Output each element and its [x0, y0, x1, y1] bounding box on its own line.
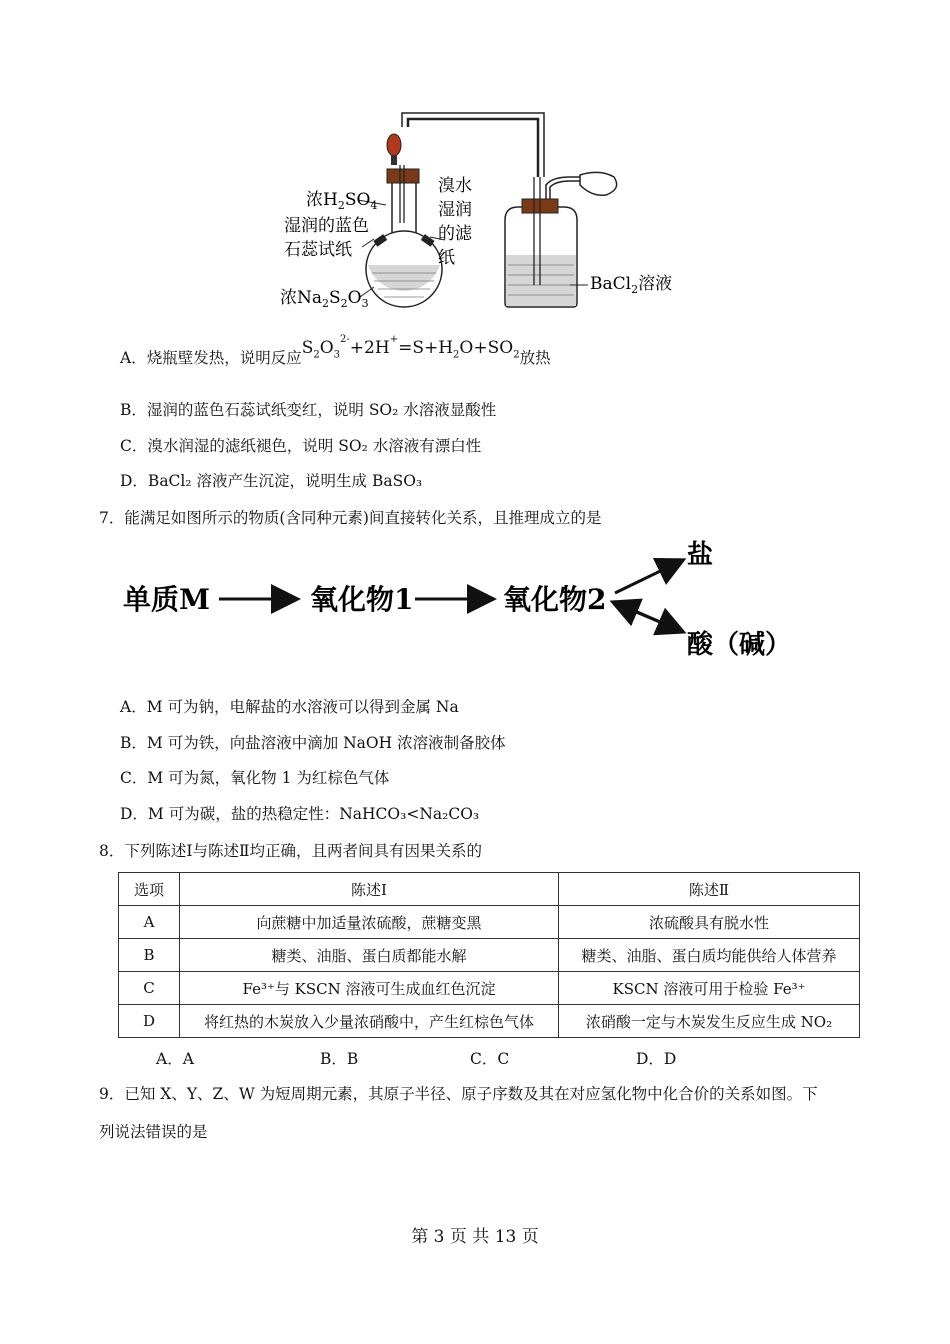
q7-option-d: D．M 可为碳，盐的热稳定性：NaHCO₃<Na₂CO₃	[120, 805, 480, 823]
q7-option-c: C．M 可为氮，氧化物 1 为红棕色气体	[120, 769, 390, 787]
apparatus-figure	[270, 105, 690, 320]
q6-option-d: D．BaCl₂ 溶液产生沉淀，说明生成 BaSO₃	[120, 472, 423, 490]
table-header-row	[119, 873, 860, 906]
label-litmus-1: 湿润的蓝色	[284, 216, 369, 236]
row-c-statement-2: KSCN 溶液可用于检验 Fe³⁺	[559, 972, 860, 1005]
q8-table	[118, 872, 860, 1038]
label-h2so4: 浓$H_2SO_4$	[306, 190, 378, 212]
q7-option-a: A．M 可为钠，电解盐的水溶液可以得到金属 Na	[120, 698, 459, 716]
row-c-statement-1: Fe³⁺与 KSCN 溶液可生成血红色沉淀	[180, 972, 559, 1005]
label-bromine-1: 溴水	[438, 176, 472, 196]
q9-stem-line-2: 列说法错误的是	[99, 1123, 208, 1141]
table-row	[119, 939, 860, 972]
q6-option-a: A．烧瓶壁发热，说明反应$S_2O_3^{2-}+2H^+=S+H_2O+SO_2$放热	[120, 334, 551, 367]
node-acid-base: 酸（碱）	[687, 630, 792, 660]
header-statement-2: 陈述Ⅱ	[559, 873, 860, 906]
q8-stem: 8．下列陈述Ⅰ与陈述Ⅱ均正确，且两者间具有因果关系的	[99, 842, 483, 860]
row-a-statement-1: 向蔗糖中加适量浓硫酸，蔗糖变黑	[180, 906, 559, 939]
row-d-statement-1: 将红热的木炭放入少量浓硝酸中，产生红棕色气体	[180, 1005, 559, 1038]
dropper-bulb	[387, 134, 401, 156]
label-bromine-2: 湿润	[438, 200, 472, 220]
q6-option-b: B．湿润的蓝色石蕊试纸变红，说明 SO₂ 水溶液显酸性	[120, 401, 497, 419]
arrow-to-salt	[615, 561, 681, 593]
row-b-label: B	[119, 939, 180, 972]
node-oxide-1: 氧化物1	[310, 583, 414, 616]
q8-choice-b: B．B	[320, 1050, 359, 1068]
table-row	[119, 972, 860, 1005]
balloon	[580, 172, 617, 195]
q8-choice-c: C．C	[470, 1050, 510, 1068]
label-bromine-3: 的滤	[438, 224, 472, 244]
q9-stem-line-1: 9．已知 X、Y、Z、W 为短周期元素，其原子半径、原子序数及其在对应氢化物中化合价的关系如图。下	[99, 1085, 818, 1103]
row-d-statement-2: 浓硝酸一定与木炭发生反应生成 NO₂	[559, 1005, 860, 1038]
row-a-label: A	[119, 906, 180, 939]
label-bromine-4: 纸	[438, 248, 455, 268]
q8-choice-d: D．D	[636, 1050, 677, 1068]
q8-choice-a: A．A	[156, 1050, 194, 1068]
label-na2s2o3: 浓$Na_2S_2O_3$	[280, 288, 369, 310]
label-bacl2: BaCl$_2$溶液	[590, 274, 673, 296]
q7-diagram	[115, 535, 815, 665]
row-b-statement-1: 糖类、油脂、蛋白质都能水解	[180, 939, 559, 972]
row-a-statement-2: 浓硫酸具有脱水性	[559, 906, 860, 939]
row-d-label: D	[119, 1005, 180, 1038]
page-footer: 第 3 页 共 13 页	[411, 1227, 539, 1247]
row-b-statement-2: 糖类、油脂、蛋白质均能供给人体营养	[559, 939, 860, 972]
label-litmus-2: 石蕊试纸	[284, 240, 352, 260]
node-oxide-2: 氧化物2	[503, 583, 607, 616]
node-elemental-m: 单质M	[123, 583, 210, 616]
table-row	[119, 906, 860, 939]
header-option: 选项	[119, 873, 180, 906]
row-c-label: C	[119, 972, 180, 1005]
q7-option-b: B．M 可为铁，向盐溶液中滴加 NaOH 浓溶液制备胶体	[120, 734, 506, 752]
node-salt: 盐	[687, 540, 714, 570]
header-statement-1: 陈述Ⅰ	[180, 873, 559, 906]
q7-stem: 7．能满足如图所示的物质(含同种元素)间直接转化关系，且推理成立的是	[99, 509, 602, 527]
q6-option-c: C．溴水润湿的滤纸褪色，说明 SO₂ 水溶液有漂白性	[120, 437, 482, 455]
connecting-tube	[408, 119, 538, 177]
table-row	[119, 1005, 860, 1038]
